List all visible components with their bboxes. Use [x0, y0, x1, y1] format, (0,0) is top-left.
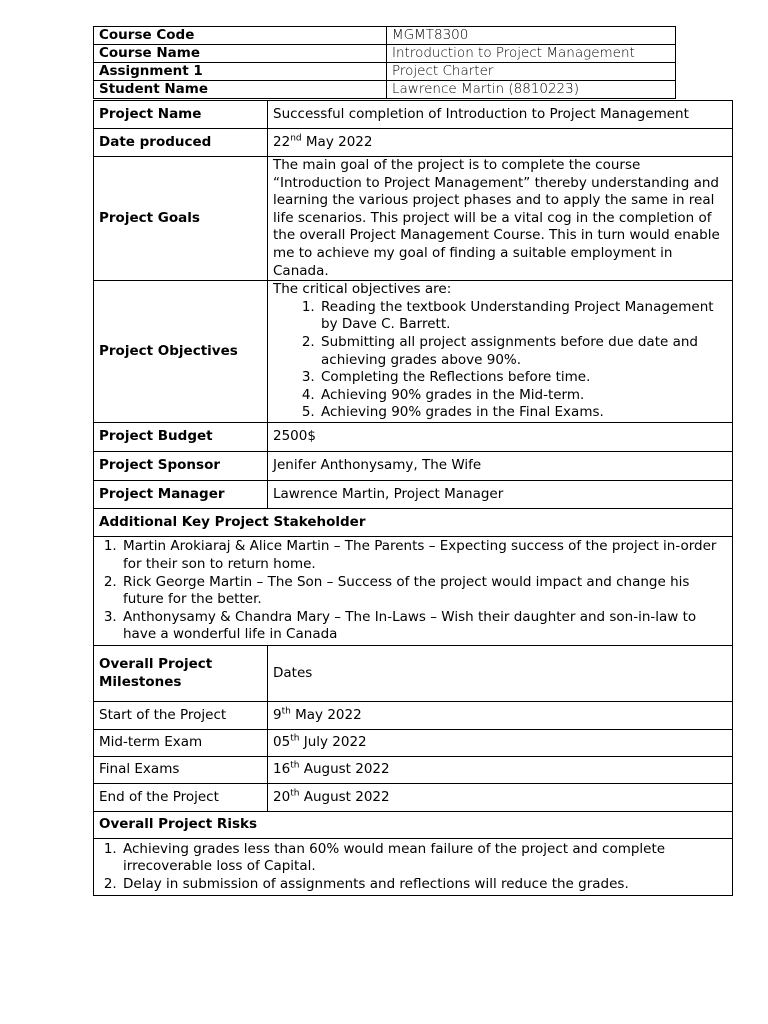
stakeholders-heading-row	[94, 509, 733, 537]
risks-cell	[94, 839, 733, 896]
course-info-table	[93, 26, 676, 99]
risk-item: 2. Delay in submission of assignments and reflections will reduce the grades.	[121, 876, 727, 894]
date-produced-label: Date produced	[94, 129, 268, 157]
milestone-row	[94, 730, 733, 757]
objective-item: 2. Submitting all project assignments before due date and achieving grades above 90%.	[319, 334, 727, 369]
course-code-row	[94, 27, 676, 45]
milestone-day: 05	[273, 734, 291, 751]
course-code-label: Course Code	[94, 27, 387, 45]
project-charter-table	[93, 100, 733, 896]
milestone-row	[94, 784, 733, 812]
assignment-label: Assignment 1	[94, 63, 387, 81]
milestone-name: Start of the Project	[94, 702, 268, 730]
milestone-row	[94, 757, 733, 784]
milestone-date	[268, 784, 733, 812]
milestone-suffix: th	[290, 733, 300, 744]
student-name-label: Student Name	[94, 81, 387, 99]
date-produced-day: 22	[273, 133, 291, 150]
milestones-heading-row	[94, 646, 733, 702]
project-objectives-cell	[268, 281, 733, 423]
milestone-suffix: th	[290, 760, 300, 771]
milestone-suffix: th	[281, 706, 291, 717]
project-manager-value: Lawrence Martin, Project Manager	[268, 481, 733, 509]
milestone-name: Mid-term Exam	[94, 730, 268, 757]
milestone-rest: August 2022	[299, 761, 390, 778]
project-manager-label: Project Manager	[94, 481, 268, 509]
milestone-day: 20	[273, 788, 291, 805]
project-name-value: Successful completion of Introduction to Project Management	[268, 101, 733, 129]
objective-item: 3. Completing the Reflections before time.	[319, 369, 727, 387]
milestone-day: 9	[273, 706, 282, 723]
project-objectives-label: Project Objectives	[94, 281, 268, 423]
risks-heading-row	[94, 812, 733, 839]
risks-list	[99, 841, 727, 894]
stakeholders-cell	[94, 537, 733, 646]
milestone-rest: May 2022	[290, 706, 362, 723]
student-name-row	[94, 81, 676, 99]
milestone-name: End of the Project	[94, 784, 268, 812]
objectives-intro: The critical objectives are:	[273, 281, 452, 298]
milestones-heading: Overall Project Milestones	[94, 646, 268, 702]
objective-item: 5. Achieving 90% grades in the Final Exams.	[319, 404, 727, 422]
project-budget-label: Project Budget	[94, 423, 268, 452]
assignment-row	[94, 63, 676, 81]
project-name-label: Project Name	[94, 101, 268, 129]
course-name-value: Introduction to Project Management	[387, 45, 676, 63]
risks-list-row	[94, 839, 733, 896]
stakeholder-item: 2. Rick George Martin – The Son – Success of the project would impact and change his future for the better.	[121, 574, 727, 609]
project-goals-row	[94, 157, 733, 281]
stakeholders-heading: Additional Key Project Stakeholder	[94, 509, 733, 537]
student-name-value: Lawrence Martin (8810223)	[387, 81, 676, 99]
project-goals-value: The main goal of the project is to complete the course “Introduction to Project Management” thereby understanding and learning the various project phases and to apply the same in real life scenarios. This project will be a vital cog in the completion of the overall Project Management Course. This in turn would enable me to achieve my goal of finding a suitable employment in Canada.	[268, 157, 733, 281]
assignment-value: Project Charter	[387, 63, 676, 81]
stakeholders-list	[99, 538, 727, 644]
milestone-row	[94, 702, 733, 730]
objective-item: 1. Reading the textbook Understanding Project Management by Dave C. Barrett.	[319, 299, 727, 334]
project-budget-row	[94, 423, 733, 452]
project-sponsor-row	[94, 452, 733, 481]
stakeholders-list-row	[94, 537, 733, 646]
risks-heading: Overall Project Risks	[94, 812, 733, 839]
milestones-dates-heading: Dates	[268, 646, 733, 702]
project-name-row	[94, 101, 733, 129]
project-objectives-row	[94, 281, 733, 423]
course-name-row	[94, 45, 676, 63]
project-goals-label: Project Goals	[94, 157, 268, 281]
course-code-value: MGMT8300	[387, 27, 676, 45]
milestone-day: 16	[273, 761, 291, 778]
date-produced-suffix: nd	[290, 133, 302, 144]
course-name-label: Course Name	[94, 45, 387, 63]
date-produced-rest: May 2022	[301, 133, 373, 150]
objectives-list	[273, 299, 727, 422]
milestone-name: Final Exams	[94, 757, 268, 784]
stakeholder-item: 3. Anthonysamy & Chandra Mary – The In-Laws – Wish their daughter and son-in-law to have a wonderful life in Canada	[121, 609, 727, 644]
project-sponsor-label: Project Sponsor	[94, 452, 268, 481]
milestone-date	[268, 730, 733, 757]
project-sponsor-value: Jenifer Anthonysamy, The Wife	[268, 452, 733, 481]
milestone-rest: July 2022	[299, 734, 367, 751]
project-manager-row	[94, 481, 733, 509]
milestone-date	[268, 702, 733, 730]
milestone-rest: August 2022	[299, 788, 390, 805]
date-produced-value	[268, 129, 733, 157]
date-produced-row	[94, 129, 733, 157]
objective-item: 4. Achieving 90% grades in the Mid-term.	[319, 387, 727, 405]
project-budget-value: 2500$	[268, 423, 733, 452]
milestone-date	[268, 757, 733, 784]
risk-item: 1. Achieving grades less than 60% would mean failure of the project and complete irrecoverable loss of Capital.	[121, 841, 727, 876]
milestone-suffix: th	[290, 788, 300, 799]
stakeholder-item: 1. Martin Arokiaraj & Alice Martin – The Parents – Expecting success of the project in-order for their son to return home.	[121, 538, 727, 573]
